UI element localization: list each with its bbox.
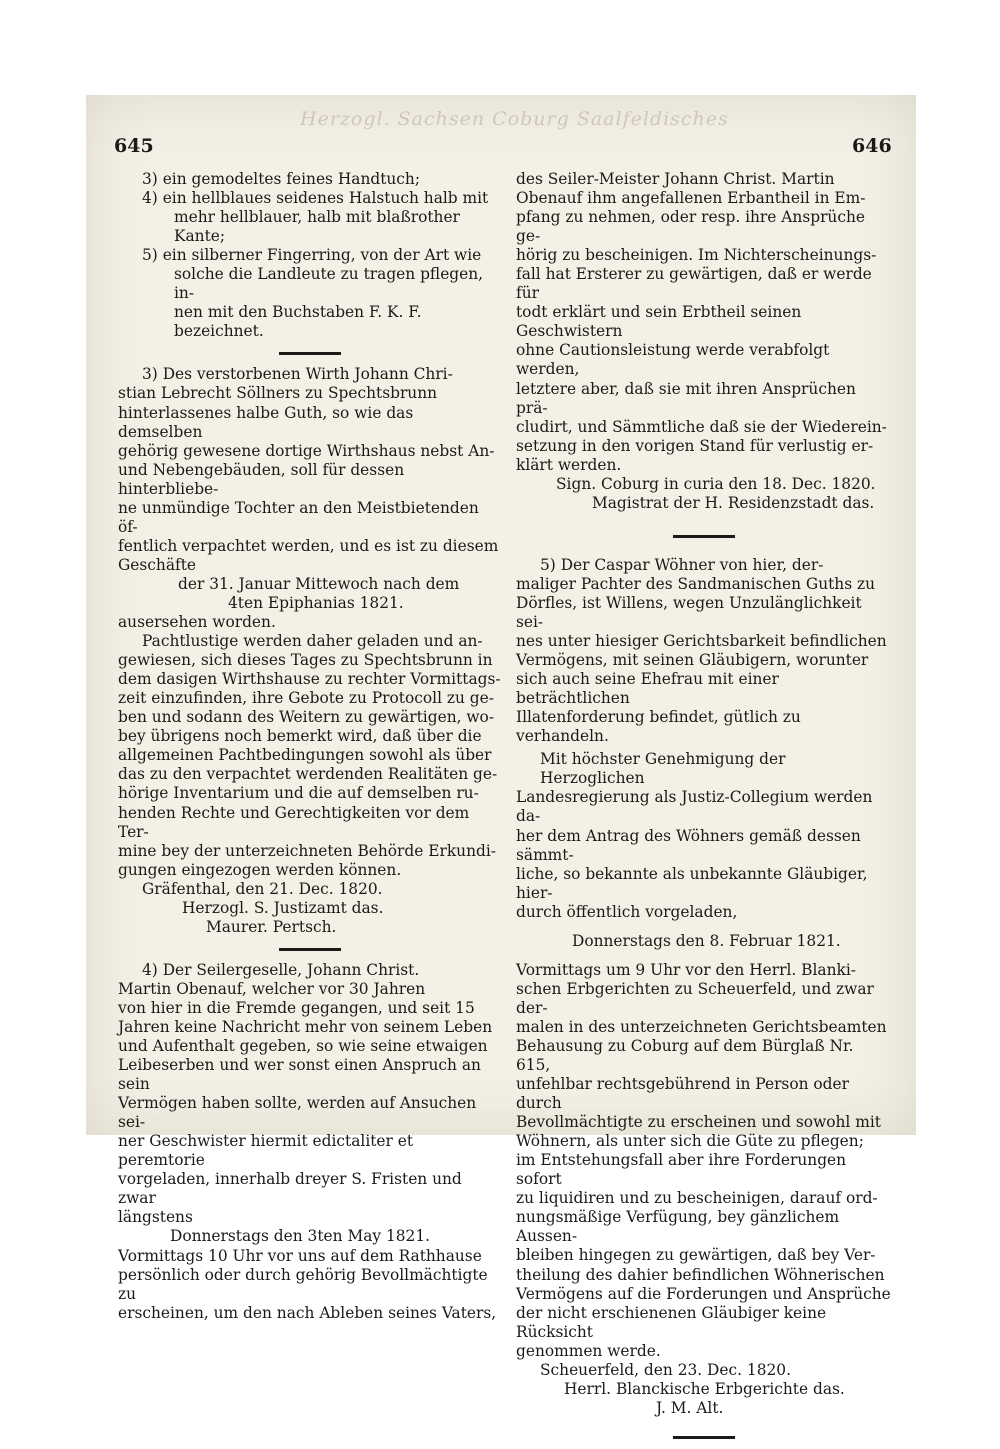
notice-line: genommen werde. <box>516 1341 661 1360</box>
right-column <box>516 170 892 1449</box>
notice-line: cludirt, und Sämmtliche daß sie der Wiederein- <box>516 417 887 436</box>
signature-line: Maurer. Pertsch. <box>206 917 337 936</box>
notice-line: längstens <box>118 1208 193 1227</box>
notice-line: das zu den verpachtet werdenden Realitäten ge- <box>118 765 498 784</box>
notice-line: Wöhnern, als unter sich die Güte zu pflegen; <box>516 1132 864 1151</box>
notice-line: maliger Pachter des Sandmanischen Guths zu <box>516 574 876 593</box>
notice-line: ner Geschwister hiermit edictaliter et peremtorie <box>118 1132 414 1170</box>
signature-line: Herzogl. S. Justizamt das. <box>182 898 384 917</box>
notice-line: ne unmündige Tochter an den Meistbietenden öf- <box>118 498 479 536</box>
notice-line: hinterlassenes halbe Guth, so wie das demselben <box>118 403 414 441</box>
notice-line: dem dasigen Wirthshause zu rechter Vormittags- <box>118 670 501 689</box>
notice-line: 3) Des verstorbenen Wirth Johann Chri- <box>142 365 453 384</box>
notice-line: gungen eingezogen werden können. <box>118 860 402 879</box>
notice-line: erscheinen, um den nach Ableben seines Vaters, <box>118 1303 497 1322</box>
spacer <box>516 951 892 961</box>
notice-line: Vermögens auf die Forderungen und Ansprüche <box>516 1284 891 1303</box>
notice-line: Pachtlustige werden daher geladen und an- <box>142 632 483 651</box>
notice-line: pfang zu nehmen, oder resp. ihre Ansprüche ge- <box>516 208 865 246</box>
notice-line: fall hat Ersterer zu gewärtigen, daß er werde für <box>516 265 872 303</box>
page-number-left: 645 <box>114 135 154 157</box>
notice-line: 4) Der Seilergeselle, Johann Christ. <box>142 960 420 979</box>
list-item: solche die Landleute zu tragen pflegen, in- <box>174 265 484 303</box>
notice-line: nes unter hiesiger Gerichtsbarkeit befindlichen <box>516 632 887 651</box>
section-divider <box>673 535 735 538</box>
date-line: 4ten Epiphanias 1821. <box>228 593 404 612</box>
notice-line: setzung in den vorigen Stand für verlustig er- <box>516 436 874 455</box>
notice-line: Leibeserben und wer sonst einen Anspruch an sein <box>118 1056 481 1094</box>
notice-line: unfehlbar rechtsgebührend in Person oder durch <box>516 1075 849 1113</box>
notice-line: henden Rechte und Gerechtigkeiten vor dem Ter- <box>118 803 470 841</box>
notice-line: gewiesen, sich dieses Tages zu Spechtsbrunn in <box>118 651 493 670</box>
notice-line: Illatenforderung befindet, gütlich zu verhandeln. <box>516 708 801 746</box>
notice-line: ben und sodann des Weitern zu gewärtigen, wo- <box>118 708 495 727</box>
notice-line: theilung des dahier befindlichen Wöhnerischen <box>516 1265 885 1284</box>
notice-3 <box>118 365 502 936</box>
page-number-right: 646 <box>852 135 892 157</box>
notice-line: und Aufenthalt gegeben, so wie seine etwaigen <box>118 1037 488 1056</box>
notice-line: stian Lebrecht Söllners zu Spechtsbrunn <box>118 384 438 403</box>
signature-line: Sign. Coburg in curia den 18. Dec. 1820. <box>556 474 876 493</box>
list-item: nen mit den Buchstaben F. K. F. bezeichnet. <box>174 303 422 341</box>
section-divider <box>279 352 341 355</box>
notice-line: letztere aber, daß sie mit ihren Ansprüchen prä- <box>516 379 856 417</box>
signature-line: Magistrat der H. Residenzstadt das. <box>592 493 875 512</box>
notice-line: Landesregierung als Justiz-Collegium werden da- <box>516 788 873 826</box>
notice-line: bey übrigens noch bemerkt wird, daß über die <box>118 727 482 746</box>
left-column <box>118 170 502 1323</box>
notice-line: Martin Obenauf, welcher vor 30 Jahren <box>118 979 426 998</box>
notice-line: gehörig gewesene dortige Wirthshaus nebst An- <box>118 441 495 460</box>
notice-line: von hier in die Fremde gegangen, und seit 15 <box>118 998 475 1017</box>
date-line: der 31. Januar Mittewoch nach dem <box>178 574 460 593</box>
notice-line: sich auch seine Ehefrau mit einer beträchtlichen <box>516 670 779 708</box>
notice-line: Jahren keine Nachricht mehr von seinem Leben <box>118 1017 493 1036</box>
notice-line: malen in des unterzeichneten Gerichtsbeamten <box>516 1017 887 1036</box>
notice-line: Behausung zu Coburg auf dem Bürglaß Nr. 615, <box>516 1036 854 1075</box>
notice-line: schen Erbgerichten zu Scheuerfeld, und zwar der- <box>516 979 874 1017</box>
notice-line: Vormittags 10 Uhr vor uns auf dem Rathhause <box>118 1246 482 1265</box>
notice-line: Mit höchster Genehmigung der Herzoglichen <box>540 750 786 788</box>
notice-line: vorgeladen, innerhalb dreyer S. Fristen und zwar <box>118 1170 462 1208</box>
notice-line: liche, so bekannte als unbekannte Gläubiger, hier- <box>516 864 868 902</box>
signature-line: J. M. Alt. <box>656 1398 724 1417</box>
notice-line: im Entstehungsfall aber ihre Forderungen sofort <box>516 1151 847 1189</box>
notice-line: mine bey der unterzeichneten Behörde Erkundi- <box>118 841 496 860</box>
list-item: 5) ein silberner Fingerring, von der Art wie <box>142 246 482 265</box>
spacer <box>516 922 892 932</box>
notice-line: nungsmäßige Verfügung, bey gänzlichem Aussen- <box>516 1208 840 1246</box>
notice-4 <box>118 961 502 1323</box>
section-divider <box>279 948 341 951</box>
list-item: 4) ein hellblaues seidenes Halstuch halb mit <box>142 189 489 208</box>
notice-line: fentlich verpachtet werden, und es ist zu diesem <box>118 536 499 555</box>
date-line: Donnerstags den 8. Februar 1821. <box>572 931 841 950</box>
signature-line: Gräfenthal, den 21. Dec. 1820. <box>142 879 383 898</box>
notice-line: zu liquidiren und zu bescheinigen, darauf ord- <box>516 1189 878 1208</box>
notice-line: des Seiler-Meister Johann Christ. Martin <box>516 170 835 188</box>
list-item: mehr hellblauer, halb mit blaßrother Kante; <box>174 208 460 246</box>
notice-line: Vermögens, mit seinen Gläubigern, worunter <box>516 651 869 670</box>
notice-line: todt erklärt und sein Erbtheil seinen Geschwistern <box>516 303 802 341</box>
notice-line: durch öffentlich vorgeladen, <box>516 902 738 921</box>
notice-line: Dörfles, ist Willens, wegen Unzulänglichkeit sei- <box>516 593 862 631</box>
notice-line: allgemeinen Pachtbedingungen sowohl als über <box>118 746 492 765</box>
notice-line: Geschäfte <box>118 555 196 574</box>
notice-line: zeit einzufinden, ihre Gebote zu Protocoll zu ge- <box>118 689 494 708</box>
notice-line: Obenauf ihm angefallenen Erbantheil in Em- <box>516 189 866 208</box>
notice-line: persönlich oder durch gehörig Bevollmächtigte zu <box>118 1265 488 1303</box>
notice-line: Vermögen haben sollte, werden auf Ansuchen sei- <box>118 1094 477 1132</box>
notice-line: ausersehen worden. <box>118 613 276 632</box>
notice-line: bleiben hingegen zu gewärtigen, daß bey Ver- <box>516 1246 876 1265</box>
notice-line: klärt werden. <box>516 455 622 474</box>
notice-line: Vormittags um 9 Uhr vor den Herrl. Blanki- <box>516 960 856 979</box>
notice-4-continued <box>516 170 892 513</box>
notice-line: der nicht erschienenen Gläubiger keine Rücksicht <box>516 1303 827 1341</box>
notice-line: hörige Inventarium und die auf demselben ru- <box>118 784 479 803</box>
section-divider <box>673 1436 735 1439</box>
bleed-through-header: Herzogl. Sachsen Coburg Saalfeldisches <box>300 108 729 130</box>
list-item: 3) ein gemodeltes feines Handtuch; <box>142 170 421 188</box>
notice-line: ohne Cautionsleistung werde verabfolgt werden, <box>516 341 830 379</box>
signature-line: Herrl. Blanckische Erbgerichte das. <box>564 1379 845 1398</box>
notice-line: 5) Der Caspar Wöhner von hier, der- <box>540 555 824 574</box>
item-list <box>118 170 502 341</box>
notice-line: her dem Antrag des Wöhners gemäß dessen sämmt- <box>516 826 861 864</box>
signature-line: Scheuerfeld, den 23. Dec. 1820. <box>540 1360 791 1379</box>
notice-line: und Nebengebäuden, soll für dessen hinterbliebe- <box>118 460 405 498</box>
notice-line: hörig zu bescheinigen. Im Nichterscheinungs- <box>516 246 877 265</box>
notice-line: Bevollmächtigte zu erscheinen und sowohl mit <box>516 1113 881 1132</box>
date-line: Donnerstags den 3ten May 1821. <box>170 1227 431 1246</box>
notice-5 <box>516 556 892 1418</box>
